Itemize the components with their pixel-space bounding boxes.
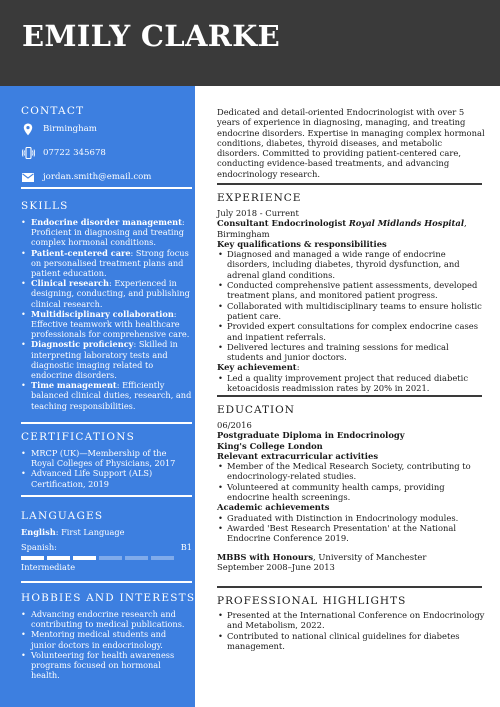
list-item: • Time management: Efficiently balanced clinical duties, research, and teaching responsibilities. bbox=[31, 380, 192, 411]
candidate-name: EMILY CLARKE bbox=[22, 19, 281, 53]
hobbies-title: HOBBIES AND INTERESTS bbox=[21, 592, 196, 604]
ka-list bbox=[217, 373, 485, 394]
list-item: • Volunteered at community health camps, providing endocrine health screenings. bbox=[227, 482, 485, 503]
highlights-title: PROFESSIONAL HIGHLIGHTS bbox=[217, 595, 407, 607]
education-date: 06/2016 bbox=[217, 420, 252, 430]
language-english: English: First Language bbox=[21, 527, 125, 537]
list-item: • Diagnosed and managed a wide range of endocrine disorders, including diabetes, thyroid dysfunction, and adrenal gland conditions. bbox=[227, 249, 485, 280]
certifications-title: CERTIFICATIONS bbox=[21, 431, 135, 443]
kq-heading: Key qualifications & responsibilities bbox=[217, 238, 387, 249]
ka-heading: Key achievement: bbox=[217, 362, 300, 373]
summary-text: Dedicated and detail-oriented Endocrinologist with over 5 years of experience in diagnosing, managing, and treating endocrine disorders. Expertise in managing complex hormonal conditions, diabetes, thyroid diseases, and metabolic disorders. Committed to providing patient-centered care, conducting evidence-based treatments, and advancing endocrinology research. bbox=[217, 107, 485, 179]
language-level: B1 bbox=[180, 542, 192, 552]
resume-header bbox=[0, 0, 500, 86]
education-degree: Postgraduate Diploma in Endocrinology bbox=[217, 430, 405, 441]
contact-section bbox=[21, 105, 192, 194]
list-item: • Volunteering for health awareness programs focused on hormonal health. bbox=[31, 650, 192, 681]
experience-section bbox=[217, 208, 485, 393]
list-item: • Contributed to national clinical guidelines for diabetes management. bbox=[227, 631, 485, 652]
kq-list bbox=[217, 249, 485, 362]
list-item: • Endocrine disorder management: Proficient in diagnosing and treating complex hormonal conditions. bbox=[31, 217, 192, 248]
list-item: • Mentoring medical students and junior doctors in endocrinology. bbox=[31, 629, 192, 649]
divider bbox=[21, 187, 192, 189]
list-item: • Delivered lectures and training sessions for medical students and junior doctors. bbox=[227, 342, 485, 363]
sidebar bbox=[0, 86, 195, 707]
proficiency-segment bbox=[21, 556, 44, 560]
divider bbox=[217, 586, 482, 588]
education-dates-2: September 2008–June 2013 bbox=[217, 561, 335, 572]
list-item: • Advanced Life Support (ALS) Certification, 2019 bbox=[31, 468, 192, 488]
list-item: • Collaborated with multidisciplinary teams to ensure holistic patient care. bbox=[227, 301, 485, 322]
aa-list bbox=[217, 513, 485, 544]
email-text[interactable]: jordan.smith@email.com bbox=[43, 172, 152, 182]
proficiency-segment bbox=[73, 556, 96, 560]
divider bbox=[21, 495, 192, 497]
skills-list bbox=[21, 217, 192, 411]
skills-section bbox=[21, 200, 192, 411]
list-item: • Led a quality improvement project that reduced diabetic ketoacidosis readmission rates by 20% in 2021. bbox=[227, 373, 485, 394]
proficiency-segment bbox=[125, 556, 148, 560]
list-item: • MRCP (UK)—Membership of the Royal Colleges of Physicians, 2017 bbox=[31, 448, 192, 468]
proficiency-segment bbox=[99, 556, 122, 560]
certifications-section bbox=[21, 431, 192, 489]
list-item: • Graduated with Distinction in Endocrinology modules. bbox=[227, 513, 485, 523]
highlights-list bbox=[217, 610, 485, 651]
list-item: • Provided expert consultations for complex endocrine cases and inpatient referrals. bbox=[227, 321, 485, 342]
location-pin-icon bbox=[21, 122, 35, 136]
experience-dates: July 2018 - Current bbox=[217, 208, 299, 218]
experience-title: EXPERIENCE bbox=[217, 192, 302, 204]
envelope-icon bbox=[21, 170, 35, 184]
education-degree-2: MBBS with Honours, University of Manchester bbox=[217, 551, 427, 562]
languages-title: LANGUAGES bbox=[21, 510, 104, 522]
divider bbox=[217, 183, 482, 185]
list-item: • Multidisciplinary collaboration: Effective teamwork with healthcare professionals for comprehensive care. bbox=[31, 309, 192, 340]
certifications-list bbox=[21, 448, 192, 489]
education-school: King's College London bbox=[217, 440, 323, 451]
skills-title: SKILLS bbox=[21, 200, 69, 212]
education-title: EDUCATION bbox=[217, 404, 295, 416]
list-item: • Advancing endocrine research and contributing to medical publications. bbox=[31, 609, 192, 629]
languages-section bbox=[21, 510, 192, 573]
list-item: • Member of the Medical Research Society, contributing to endocrinology-related studies. bbox=[227, 461, 485, 482]
experience-role-line: Consultant Endocrinologist Royal Midlands Hospital, Birmingham bbox=[217, 218, 467, 239]
divider bbox=[21, 422, 192, 424]
hobbies-list bbox=[21, 609, 192, 680]
list-item: • Awarded 'Best Research Presentation' at the National Endocrine Conference 2019. bbox=[227, 523, 485, 544]
location-text: Birmingham bbox=[43, 124, 97, 134]
list-item: • Presented at the International Conference on Endocrinology and Metabolism, 2022. bbox=[227, 610, 485, 631]
list-item: • Patient-centered care: Strong focus on personalised treatment plans and patient education. bbox=[31, 248, 192, 279]
education-section bbox=[217, 420, 485, 572]
hobbies-section bbox=[21, 592, 196, 681]
rea-list bbox=[217, 461, 485, 502]
phone-text: 07722 345678 bbox=[43, 148, 106, 158]
contact-title: CONTACT bbox=[21, 105, 85, 117]
proficiency-segment bbox=[47, 556, 70, 560]
divider bbox=[217, 395, 482, 397]
highlights-section bbox=[217, 610, 485, 651]
language-proficiency-bar bbox=[21, 556, 192, 560]
list-item: • Conducted comprehensive patient assessments, developed treatment plans, and monitored patient progress. bbox=[227, 280, 485, 301]
list-item: • Clinical research: Experienced in designing, conducting, and publishing clinical research. bbox=[31, 278, 192, 309]
contact-email bbox=[21, 170, 192, 184]
language-spanish: Spanish: B1 bbox=[21, 542, 192, 552]
proficiency-segment bbox=[151, 556, 174, 560]
contact-location bbox=[21, 122, 192, 136]
language-level-text: Intermediate bbox=[21, 562, 76, 572]
contact-phone bbox=[21, 146, 192, 160]
phone-icon bbox=[21, 146, 35, 160]
divider bbox=[21, 581, 192, 583]
list-item: • Diagnostic proficiency: Skilled in interpreting laboratory tests and diagnostic imaging related to endocrine disorders. bbox=[31, 339, 192, 380]
aa-heading: Academic achievements bbox=[217, 502, 330, 513]
rea-heading: Relevant extracurricular activities bbox=[217, 450, 379, 461]
